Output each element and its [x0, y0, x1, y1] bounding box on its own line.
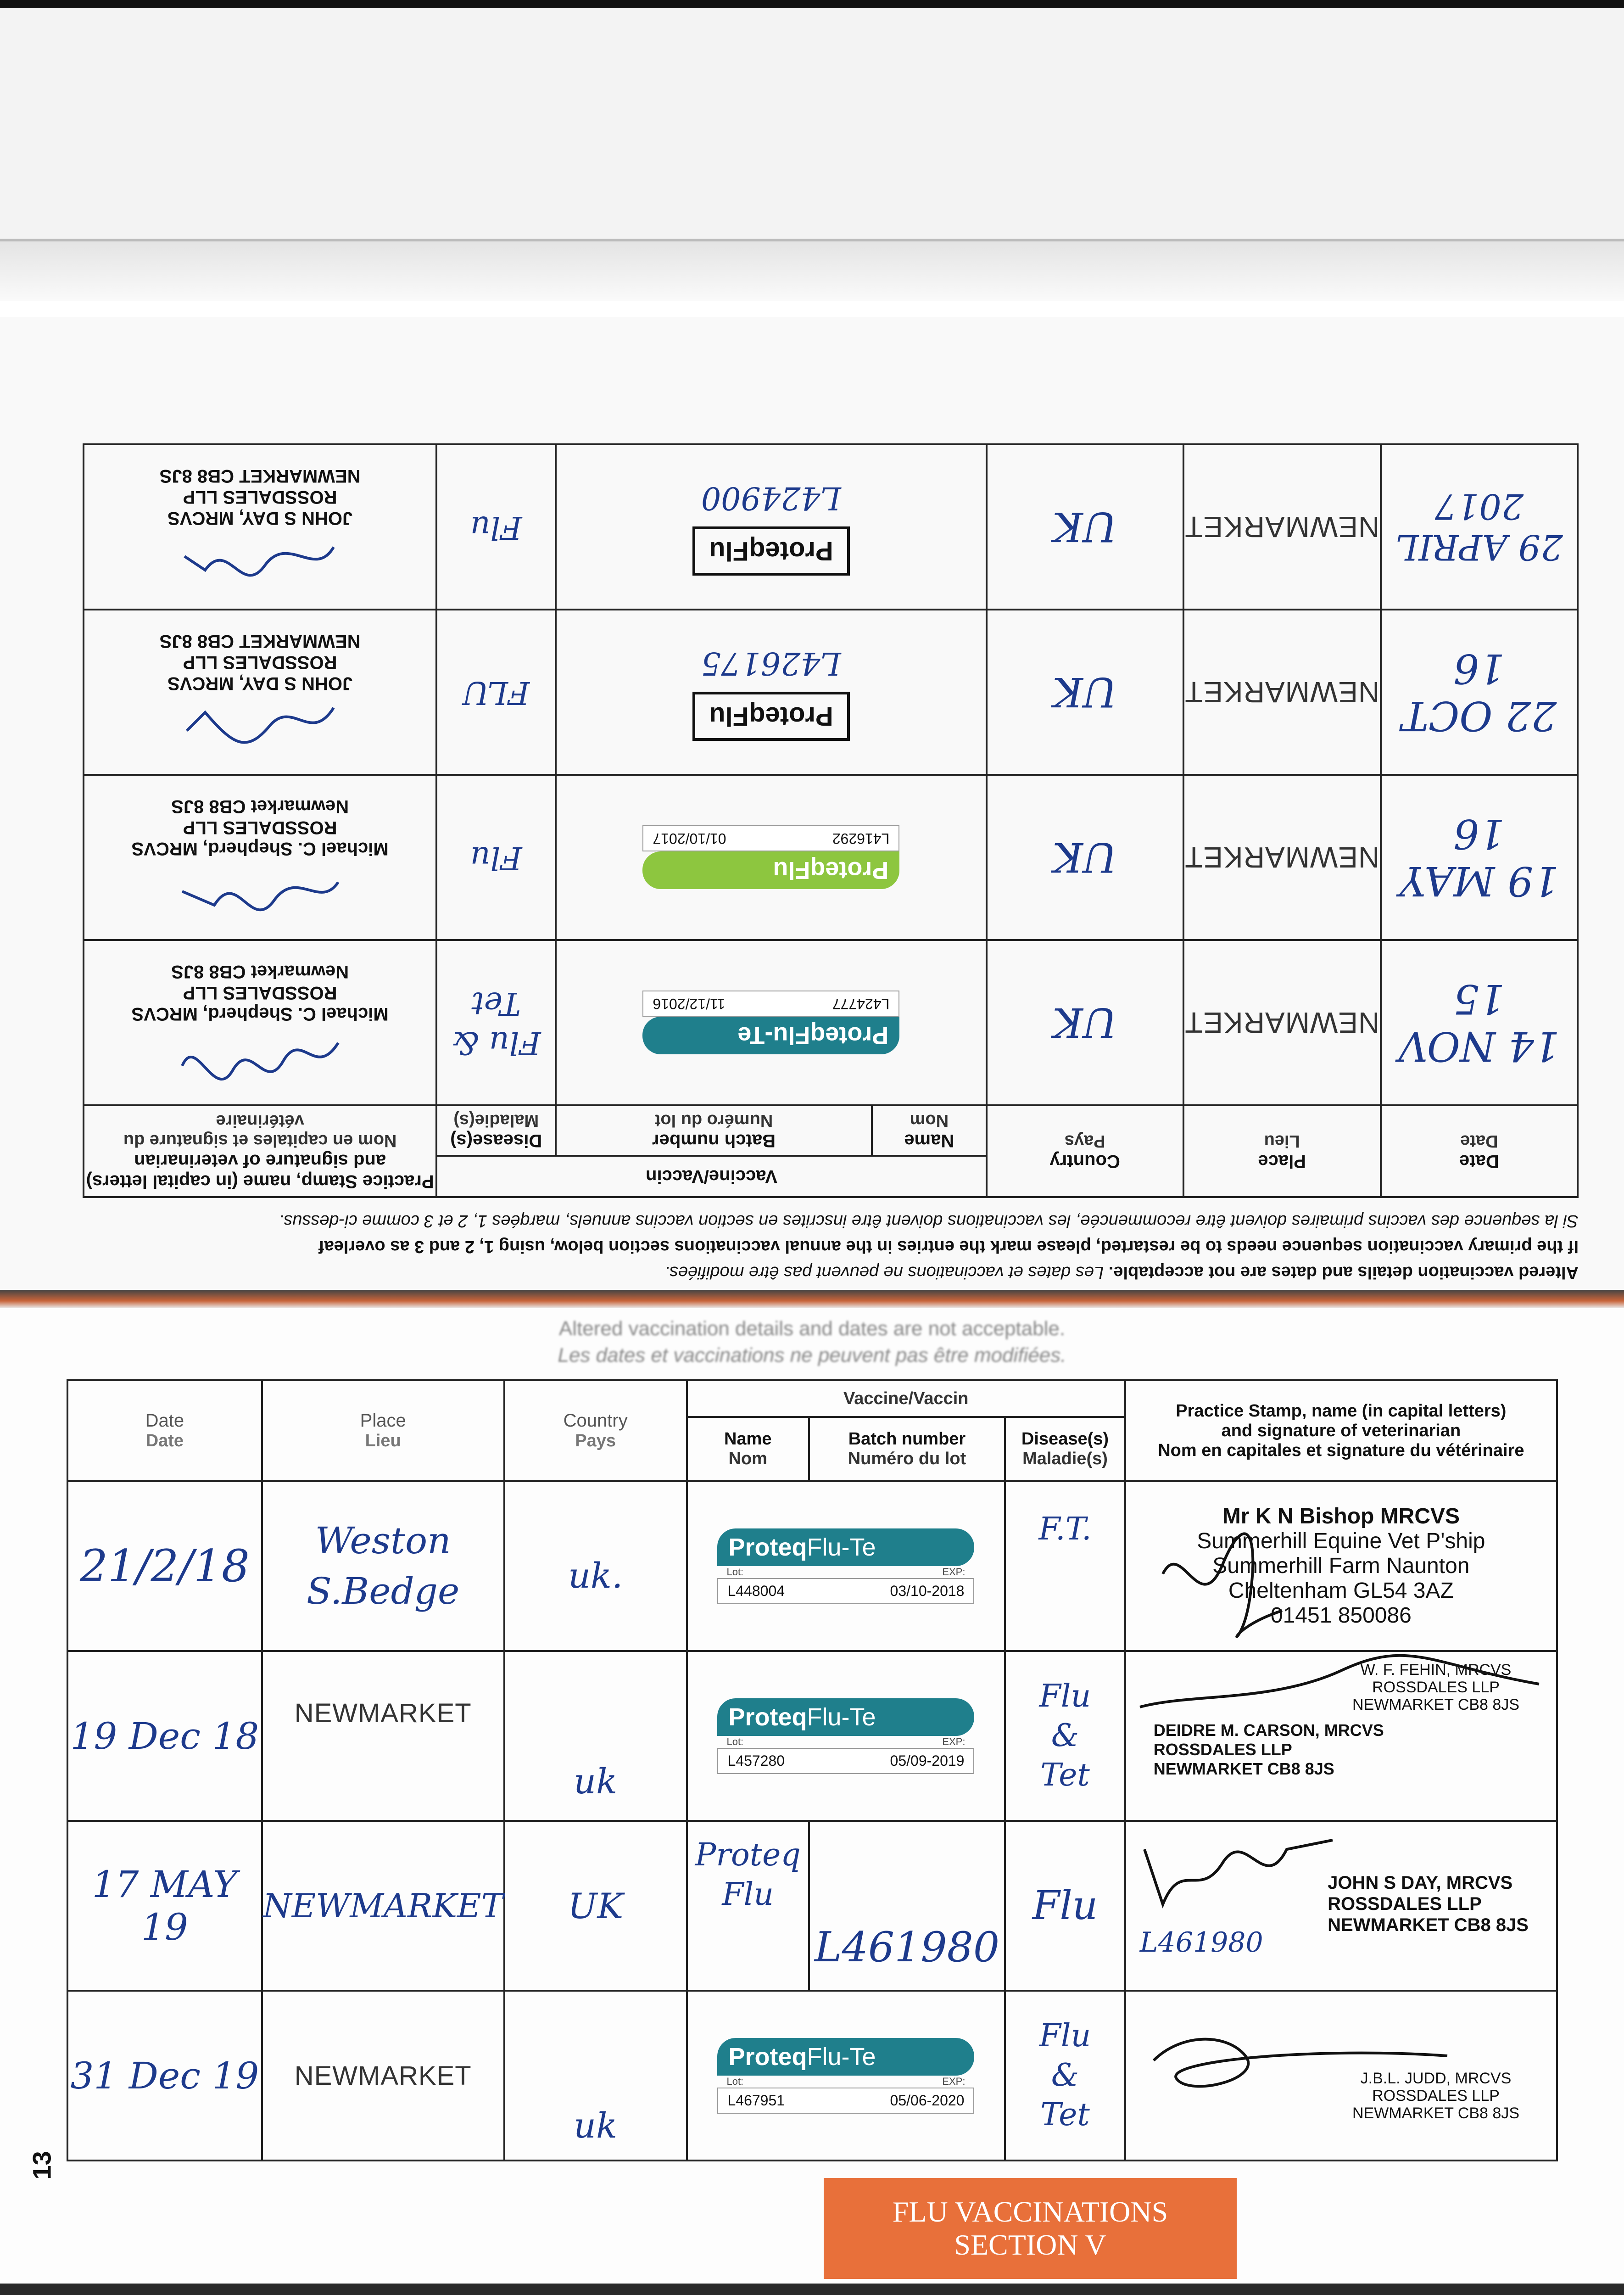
row-batch-number: L461980 [809, 1821, 1005, 1991]
row-stamp: J.B.L. JUDD, MRCVS ROSSDALES LLP NEWMARKET CB8 8JS [1125, 1991, 1557, 2161]
row-place: NEWMARKET [262, 1651, 504, 1821]
signature [178, 694, 343, 754]
row-stamp: Michael C. Shepherd, MRCVS ROSSDALES LLP Newmarket CB8 8JS [84, 940, 436, 1105]
row-stamp: Mr K N Bishop MRCVS Summerhill Equine Vet P'ship Summerhill Farm Naunton Cheltenham GL54 3AZ 01451 850086 [1125, 1481, 1557, 1651]
vaccine-stamp: ProteqFlu [692, 692, 850, 741]
scan-top-edge [0, 0, 1624, 8]
row-place: NEWMARKET [1183, 444, 1381, 610]
row-stamp: W. F. FEHIN, MRCVS ROSSDALES LLP NEWMARKET CB8 8JS DEIDRE M. CARSON, MRCVS ROSSDALES LLP NEWMARKET CB8 8JS [1125, 1651, 1557, 1821]
row-date: 22 OCT 16 [1381, 610, 1578, 775]
header-place: Place Lieu [1183, 1105, 1381, 1197]
note-altered-fr: Les dates et vaccinations ne peuvent pas être modifiées. [664, 1263, 1104, 1282]
signature [178, 529, 343, 588]
header-stamp: Practice Stamp, name (in capital letters) and signature of veterinarian Nom en capitales et signature du vétérinaire [84, 1105, 436, 1197]
row-place: NEWMARKET [262, 1821, 504, 1991]
table-row [67, 1991, 1557, 2161]
header-country: Country Pays [987, 1105, 1183, 1197]
vaccine-brand: ProteqFlu-Te [642, 1017, 899, 1055]
header-name: Name Nom [687, 1417, 809, 1481]
page-edge [0, 239, 1624, 301]
row-disease: Flu [436, 775, 556, 940]
vaccine-stamp: ProteqFlu [692, 527, 850, 576]
row-date: 31 Dec 19 [67, 1991, 262, 2161]
header-disease: Disease(s) Maladie(s) [1005, 1417, 1125, 1481]
row-disease: Flu & Tet [436, 940, 556, 1105]
section-tab-line1: FLU VACCINATIONS [892, 2195, 1168, 2228]
expiry: 05/06-2020 [890, 2092, 965, 2109]
row-date: 19 Dec 18 [67, 1651, 262, 1821]
upside-down-vaccination-page [64, 422, 1579, 1285]
expiry: 11/12/2016 [653, 996, 725, 1013]
vaccine-brand: ProteqFlu [642, 852, 899, 890]
vaccine-brand: ProteqFlu-Te [717, 2038, 974, 2076]
note-restart-fr: Si la sequence des vaccins primaires doivent être recommencée, les vaccinations doivent être inscrites en section vaccins annuels, marqées 1, 2 et 3 comme ci-dessus. [279, 1211, 1579, 1231]
row-place: NEWMARKET [1183, 940, 1381, 1105]
header-stamp: Practice Stamp, name (in capital letters) and signature of veterinarian Nom en capitales et signature du vétérinaire [1125, 1380, 1557, 1481]
row-vaccine-label [556, 775, 987, 940]
upper-notes [64, 1208, 1579, 1285]
expiry: 01/10/2017 [653, 830, 726, 847]
row-vaccine-label: ProteqFlu-Te Lot: EXP: L448004 03/10-2018 [687, 1481, 1005, 1651]
row-country: UK [987, 775, 1183, 940]
signature [1144, 1528, 1328, 1643]
row-date: 14 NOV 15 [1381, 940, 1578, 1105]
table-row [84, 775, 1578, 940]
table-row [67, 1821, 1557, 1991]
header-date: Date Date [67, 1380, 262, 1481]
row-place: NEWMARKET [262, 1991, 504, 2161]
facing-blank-page [0, 8, 1624, 265]
row-stamp: JOHN S DAY, MRCVS ROSSDALES LLP NEWMARKET CB8 8JS [84, 444, 436, 610]
faded-altered-note-fr: Les dates et vaccinations ne peuvent pas être modifiées. [558, 1344, 1066, 1366]
signature-batch-note: L461980 [1139, 1926, 1263, 1959]
vaccine-brand: ProteqFlu-Te [717, 1528, 974, 1566]
table-row [84, 444, 1578, 610]
header-vaccine: Vaccine/Vaccin [436, 1156, 986, 1197]
row-date: 19 MAY 16 [1381, 775, 1578, 940]
row-date: 17 MAY 19 [67, 1821, 262, 1991]
batch-number: L424900 [701, 480, 841, 516]
row-vaccine-label [556, 940, 987, 1105]
lot-number: L448004 [727, 1582, 785, 1599]
row-disease: Flu & Tet [1005, 1651, 1125, 1821]
row-disease: Flu [1005, 1821, 1125, 1991]
section-tab [824, 2178, 1237, 2279]
header-place: Place Lieu [262, 1380, 504, 1481]
row-vaccine [556, 444, 987, 610]
section-tab-line2: SECTION V [954, 2228, 1106, 2261]
row-stamp: JOHN S DAY, MRCVS ROSSDALES LLP NEWMARKET CB8 8JS [84, 610, 436, 775]
header-disease: Disease(s) Maladie(s) [436, 1105, 556, 1156]
row-vaccine-name: Proteq Flu [687, 1821, 809, 1991]
vaccine-brand: ProteqFlu-Te [717, 1698, 974, 1736]
row-stamp: Michael C. Shepherd, MRCVS ROSSDALES LLP Newmarket CB8 8JS [84, 775, 436, 940]
row-country: uk. [504, 1481, 687, 1651]
table-row [67, 1651, 1557, 1821]
row-place: NEWMARKET [1183, 610, 1381, 775]
header-batch: Batch number Numéro du lot [556, 1105, 872, 1156]
batch-number: L426175 [701, 645, 841, 682]
row-date: 29 APRIL 2017 [1381, 444, 1578, 610]
table-row [84, 940, 1578, 1105]
row-place: NEWMARKET [1183, 775, 1381, 940]
row-disease: F.T. [1005, 1481, 1125, 1651]
lower-vaccination-table [67, 1379, 1558, 2161]
row-country: UK [987, 444, 1183, 610]
lot-number: L416292 [832, 830, 890, 847]
expiry: 05/09-2019 [890, 1752, 965, 1769]
lot-number: L457280 [727, 1752, 785, 1769]
note-altered-en: Altered vaccination details and dates are not acceptable. [1108, 1263, 1579, 1282]
row-disease: Flu & Tet [1005, 1991, 1125, 2161]
header-date: Date Date [1381, 1105, 1578, 1197]
upper-vaccination-table [83, 443, 1579, 1198]
signature [1135, 1652, 1548, 1716]
row-country: UK [987, 610, 1183, 775]
row-country: uk [504, 1991, 687, 2161]
row-place: Weston S.Bedge [262, 1481, 504, 1651]
header-name: Name Nom [872, 1105, 987, 1156]
scan-bottom-edge [0, 2284, 1624, 2295]
table-row [84, 610, 1578, 775]
row-disease: Flu [436, 444, 556, 610]
signature [178, 1024, 343, 1084]
faded-altered-note-en: Altered vaccination details and dates are not acceptable. [558, 1317, 1066, 1340]
row-disease: FLU [436, 610, 556, 775]
row-country: UK [987, 940, 1183, 1105]
header-country: Country Pays [504, 1380, 687, 1481]
row-stamp: L461980 JOHN S DAY, MRCVS ROSSDALES LLP NEWMARKET CB8 8JS [1125, 1821, 1557, 1991]
row-vaccine-label: ProteqFlu-Te Lot: EXP: L467951 05/06-2020 [687, 1991, 1005, 2161]
signature [1135, 1831, 1342, 1923]
row-country: UK [504, 1821, 687, 1991]
row-country: uk [504, 1651, 687, 1821]
table-row [67, 1481, 1557, 1651]
header-vaccine: Vaccine/Vaccin [687, 1380, 1125, 1417]
row-vaccine-label: ProteqFlu-Te Lot: EXP: L457280 05/09-2019 [687, 1651, 1005, 1821]
expiry: 03/10-2018 [890, 1582, 965, 1599]
note-restart-en: If the primary vaccination sequence needs to be restarted, please mark the entries in the annual vaccinations section below, using 1, 2 and 3 as overleaf [318, 1237, 1579, 1256]
book-spine [0, 1290, 1624, 1308]
page-number: 13 [27, 2151, 56, 2180]
lot-number: L467951 [727, 2092, 785, 2109]
signature [178, 859, 343, 919]
row-vaccine [556, 610, 987, 775]
row-date: 21/2/18 [67, 1481, 262, 1651]
lot-number: L424777 [832, 996, 890, 1013]
header-batch: Batch number Numéro du lot [809, 1417, 1005, 1481]
